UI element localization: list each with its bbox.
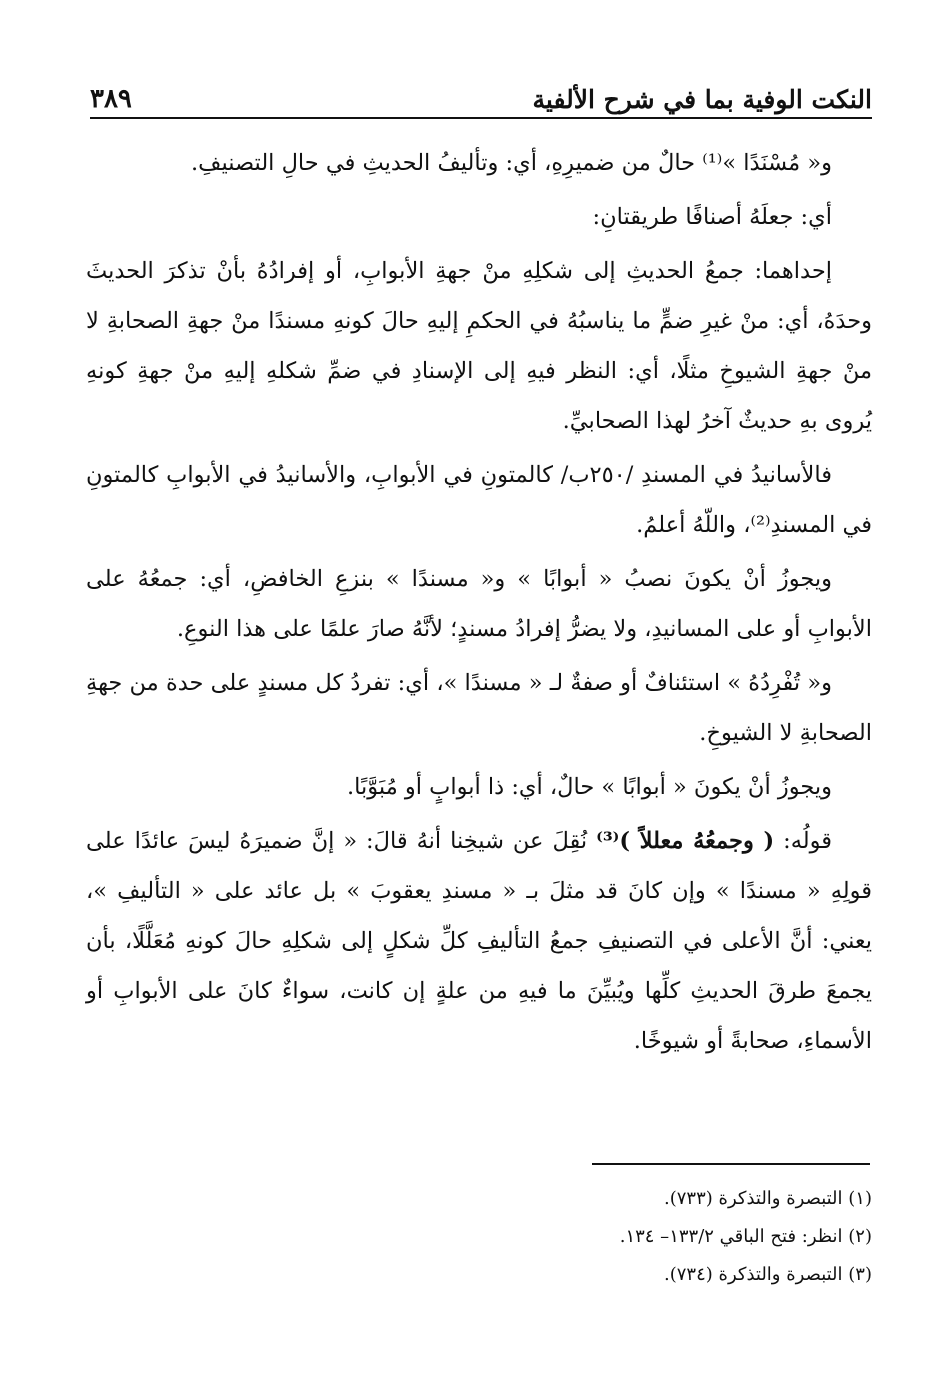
footnote: (١) التبصرة والتذكرة (٧٣٣).: [664, 1188, 872, 1209]
paragraph-lead: قولُه:: [783, 828, 832, 854]
paragraph: [86, 816, 872, 1066]
paragraph: و« مُسْنَدًا »⁽¹⁾ حالٌ من ضميرِهِ، أي: وتأليفُ الحديثِ في حالِ التصنيفِ.: [191, 150, 832, 176]
paragraph-body: نُقِلَ عن شيخِنا أنهُ قالَ: « إنَّ ضميرَهُ ليسَ عائدًا على قولِهِ « مسندًا » وإن كانَ قد مثلَ بـ « مسندِ يعقوبَ » بل عائد على « التأليفِ »، يعني: أنَّ الأعلى في التصنيفِ جمعُ التأليفِ كلِّ شكلٍ إلى شكلِهِ حالَ كونهِ مُعَلَّلًا، بأن يجمعَ طرقَ الحديثِ كلِّها ويُبيِّنَ ما فيهِ من علةٍ إن كانت، سواءٌ كانَ على الأبوابِ أو الأسماءِ، صحابةً أو شيوخًا.: [86, 828, 872, 1054]
paragraph: إحداهما: جمعُ الحديثِ إلى شكلِهِ منْ جهةِ الأبوابِ، أو إفرادُهُ بأنْ تذكرَ الحديثَ وحدَهُ، أي: منْ غيرِ ضمٍّ ما يناسبُهُ في الحكمِ إليهِ حالَ كونهِ مسندًا منْ جهةِ الصحابةِ لا منْ جهةِ الشيوخِ مثلًا، أي: النظر فيهِ إلى الإسنادِ في ضمِّ شكلهِ إليهِ منْ جهةِ كونهِ يُروى بهِ حديثٌ آخرُ لهذا الصحابيِّ.: [86, 258, 872, 434]
quoted-phrase: ( وجمعُهُ معللاً )⁽³⁾: [596, 828, 775, 854]
footnote: (٢) انظر: فتح الباقي ١٣٣/٢– ١٣٤.: [619, 1226, 872, 1247]
paragraph: ويجوزُ أنْ يكونَ « أبوابًا » حالٌ، أي: ذا أبوابٍ أو مُبَوَّبًا.: [347, 774, 832, 800]
paragraph: و« تُفْرِدُهُ » استئنافٌ أو صفةٌ لـ « مسندًا »، أي: تفردُ كل مسندٍ على حدة من جهةِ الصحابةِ لا الشيوخِ.: [86, 670, 872, 746]
header-divider: [90, 117, 872, 119]
footnote: (٣) التبصرة والتذكرة (٧٣٤).: [664, 1264, 872, 1285]
main-text: [86, 138, 872, 1070]
page-number: ٣٨٩: [90, 84, 132, 114]
book-title: النكت الوفية بما في شرح الألفية: [532, 85, 872, 114]
paragraph: فالأسانيدُ في المسندِ /٢٥٠ب/ كالمتونِ في الأبوابِ، والأسانيدُ في الأبوابِ كالمتونِ في المسندِ⁽²⁾، واللّهُ أعلمُ.: [86, 462, 872, 538]
paragraph: ويجوزُ أنْ يكونَ نصبُ « أبوابًا » و« مسندًا » بنزعِ الخافضِ، أي: جمعُهُ على الأبوابِ أو على المسانيدِ، ولا يضرُّ إفرادُ مسندٍ؛ لأنَّهُ صارَ علمًا على هذا النوعِ.: [86, 566, 872, 642]
paragraph: أي: جعلَهُ أصنافًا طريقتانِ:: [592, 204, 832, 230]
footnote-divider: [592, 1163, 870, 1165]
page-header: [90, 62, 872, 114]
footnotes: [86, 1180, 872, 1294]
